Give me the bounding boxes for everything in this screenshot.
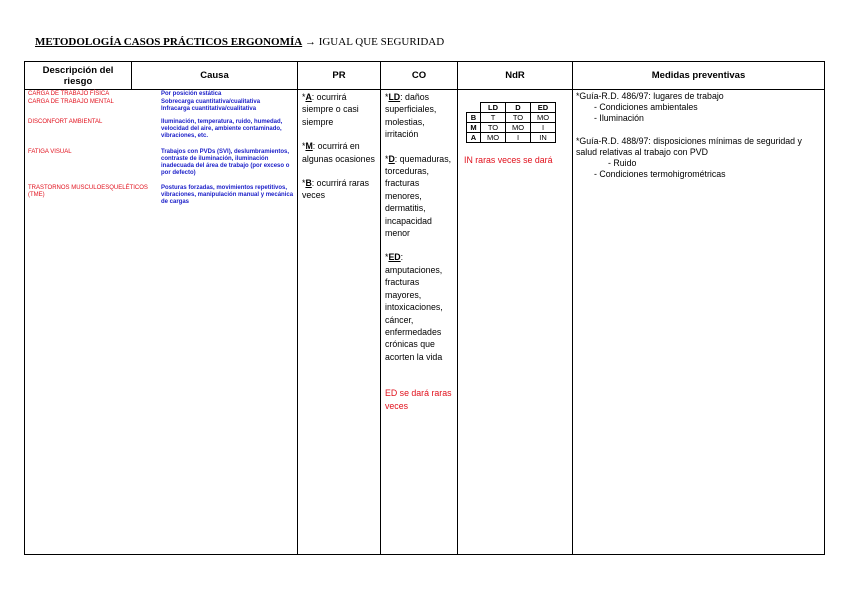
guia-486-item: - Condiciones ambientales bbox=[594, 102, 698, 113]
pr-item: *A: ocurrirá siempre o casi siempre bbox=[302, 92, 359, 127]
guia-488-item: - Condiciones termohigrométricas bbox=[594, 169, 726, 180]
header-row bbox=[25, 62, 825, 90]
risk-name: CARGA DE TRABAJO FÍSICA bbox=[28, 91, 110, 97]
header-descripcion: Descripción del riesgo bbox=[25, 62, 132, 90]
ndr-value: TO bbox=[506, 113, 531, 123]
ndr-row-header: M bbox=[467, 123, 481, 133]
ndr-col-header: D bbox=[506, 103, 531, 113]
ndr-row-header: B bbox=[467, 113, 481, 123]
header-co: CO bbox=[381, 62, 458, 90]
co-item: *ED: amputaciones, fracturas mayores, intoxicaciones, cáncer, enfermedades crónicas que acorten la vida bbox=[385, 252, 443, 362]
guia-486-item: - Iluminación bbox=[594, 113, 644, 124]
ndr-corner bbox=[467, 103, 481, 113]
ndr-row-header: A bbox=[467, 133, 481, 143]
risk-name: FATIGA VISUAL bbox=[28, 149, 72, 155]
ndr-col-header: ED bbox=[531, 103, 556, 113]
ndr-value: MO bbox=[481, 133, 506, 143]
methodology-table bbox=[24, 61, 825, 555]
risk-name: DISCONFORT AMBIENTAL bbox=[28, 119, 103, 125]
ndr-value: IN bbox=[531, 133, 556, 143]
header-causa: Causa bbox=[132, 62, 298, 90]
guia-488: *Guía-R.D. 488/97: disposiciones mínimas de seguridad y salud relativas al trabajo con PVD bbox=[576, 135, 802, 157]
pr-cell bbox=[298, 90, 381, 555]
co-note: ED se dará raras veces bbox=[385, 388, 452, 411]
risk-name: TRASTORNOS MUSCULOESQUELÉTICOS (TME) bbox=[28, 185, 148, 198]
title-rest: IGUAL QUE SEGURIDAD bbox=[318, 36, 445, 48]
ndr-cell bbox=[458, 90, 573, 555]
risk-name: CARGA DE TRABAJO MENTAL bbox=[28, 99, 114, 105]
body-row bbox=[25, 90, 825, 555]
risk-cause: Por posición estática bbox=[161, 91, 222, 97]
risk-cause: Sobrecarga cuantitativa/cualitativa Infracarga cuantitativa/cualitativa bbox=[161, 99, 261, 112]
ndr-note: IN raras veces se dará bbox=[464, 155, 553, 165]
guia-488-item: - Ruido bbox=[608, 158, 637, 169]
risk-cause: Posturas forzadas, movimientos repetitivos, vibraciones, manipulación manual y mecánica de cargas bbox=[161, 185, 294, 205]
pr-item: *B: ocurrirá raras veces bbox=[302, 178, 369, 201]
header-medidas: Medidas preventivas bbox=[573, 62, 825, 90]
risk-cause-cell bbox=[25, 90, 298, 555]
ndr-value: T bbox=[481, 113, 506, 123]
header-pr: PR bbox=[298, 62, 381, 90]
risk-cause: Trabajos con PVDs (SVI), deslumbramientos, contraste de iluminación, iluminación inadecuada del área de trabajo (por exceso o por defecto) bbox=[161, 149, 290, 176]
ndr-value: MO bbox=[506, 123, 531, 133]
title-main: METODOLOGÍA CASOS PRÁCTICOS ERGONOMÍA bbox=[35, 36, 303, 48]
co-cell bbox=[381, 90, 458, 555]
ndr-matrix bbox=[466, 102, 556, 143]
page-title bbox=[35, 36, 444, 48]
ndr-value: TO bbox=[481, 123, 506, 133]
header-ndr: NdR bbox=[458, 62, 573, 90]
co-item: *D: quemaduras, torceduras, fracturas menores, dermatitis, incapacidad menor bbox=[385, 153, 452, 239]
pr-item: *M: ocurrirá en algunas ocasiones bbox=[302, 141, 375, 164]
ndr-col-header: LD bbox=[481, 103, 506, 113]
ndr-value: I bbox=[506, 133, 531, 143]
title-arrow: → bbox=[304, 36, 316, 48]
risk-cause: Iluminación, temperatura, ruido, humedad, velocidad del aire, ambiente contaminado, vibraciones, etc. bbox=[161, 119, 283, 139]
ndr-value: I bbox=[531, 123, 556, 133]
co-item: *LD: daños superficiales, molestias, irritación bbox=[385, 92, 437, 140]
guia-486: *Guía-R.D. 486/97: lugares de trabajo bbox=[576, 91, 724, 101]
medidas-cell bbox=[573, 90, 825, 555]
ndr-value: MO bbox=[531, 113, 556, 123]
